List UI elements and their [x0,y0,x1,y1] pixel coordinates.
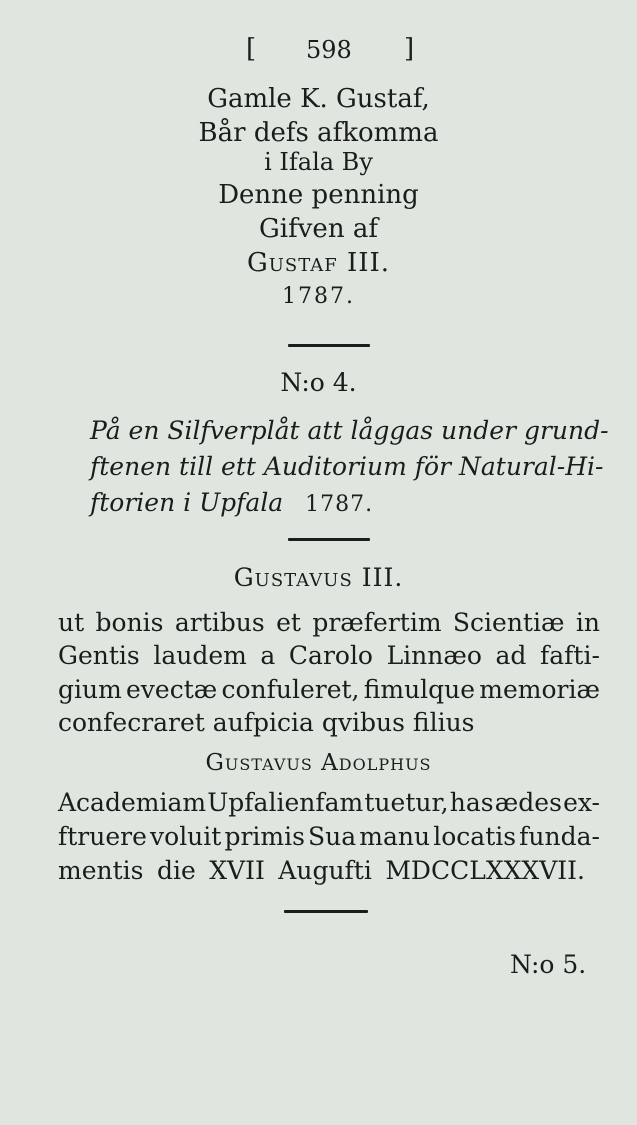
latin-line-6 [58,822,600,851]
divider-3 [284,910,368,913]
latin-word: tuetur, [364,788,449,817]
latin-word: ex- [563,788,600,817]
latin-word: Linnæo [386,641,482,670]
latin-word: ut [58,608,85,637]
latin-name: Gustavus Adolphus [205,750,432,776]
latin-word: et [276,608,301,637]
latin-word: locatis [433,822,517,851]
latin-word: evectæ [126,675,218,704]
latin-word: manu [359,822,431,851]
latin-word: die [156,856,196,885]
inscription-line-4: Denne penning [218,180,419,210]
item-number-4: N:o 4. [280,368,357,397]
item4-title-line-3 [90,488,373,517]
latin-word: præfertim [312,608,442,637]
divider-2 [288,538,370,541]
latin-word: Gentis [58,641,140,670]
latin-heading: Gustavus III. [233,563,404,592]
latin-word: laudem [153,641,247,670]
latin-line-4: confecraret aufpicia qvibus filius [58,708,475,737]
latin-line-5 [58,788,600,817]
latin-word: Academiam [58,788,207,817]
page-number: 598 [306,36,352,64]
latin-word: memoriæ [479,675,600,704]
latin-line-1 [58,608,600,637]
latin-line-7 [58,856,585,885]
inscription-year: 1787. [282,284,355,309]
catchword: N:o 5. [510,950,587,979]
latin-word: artibus [174,608,265,637]
latin-word: Carolo [288,641,373,670]
item4-title-text: ftorien i Upfala [90,488,284,517]
latin-line-3 [58,675,600,704]
latin-word: fafti- [540,641,600,670]
latin-word: MDCCLXXXVII. [385,856,585,885]
latin-word: ædes [494,788,562,817]
inscription-line-2: Bår defs afkomma [198,118,439,148]
latin-word: primis [224,822,305,851]
latin-word: XVII [209,856,265,885]
bracket-close: ] [404,34,415,64]
latin-word: Sua [308,822,357,851]
latin-word: voluit [150,822,222,851]
inscription-line-1: Gamle K. Gustaf, [207,84,430,114]
latin-line-2 [58,641,600,670]
latin-word: funda- [519,822,600,851]
inscription-line-6: Gustaf III. [246,248,391,278]
bracket-open: [ [246,34,257,64]
latin-word: ad [495,641,527,670]
item4-title-year: 1787. [305,492,374,517]
divider-1 [288,344,370,347]
latin-word: in [575,608,600,637]
latin-word: gium [58,675,122,704]
latin-word: has [449,788,494,817]
latin-word: Augufti [278,856,372,885]
item4-title-line-2: ftenen till ett Auditorium för Natural-Hi- [90,452,604,481]
latin-word: fimulque [363,675,476,704]
latin-word: a [260,641,276,670]
latin-word: Upfalienfam [207,788,364,817]
latin-word: mentis [58,856,144,885]
inscription-line-3: i Ifala By [264,148,373,176]
latin-word: bonis [95,608,164,637]
latin-word: Scientiæ [452,608,565,637]
inscription-line-5: Gifven af [259,214,378,244]
latin-word: confuleret, [221,675,360,704]
item4-title-line-1: På en Silfverplåt att låggas under grund- [90,416,609,445]
latin-word: ftruere [58,822,147,851]
